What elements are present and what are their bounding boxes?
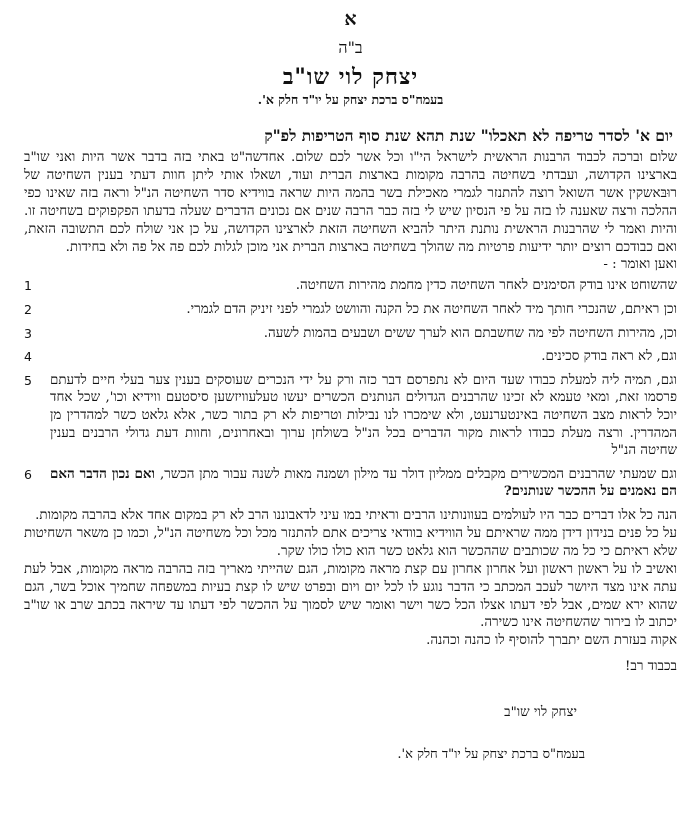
author-subtitle: בעמח"ס ברכת יצחק על יו"ד חלק א'. — [257, 92, 444, 107]
point-number: 5 — [24, 372, 32, 388]
point-item — [24, 301, 677, 319]
body-paragraph: הנה כל אלו דברים כבר היו לעולמים בעוונותינו הרבים וראיתי במו עיני לדאבוננו הרב לא רק במקום אחד אלא בהרבה מקומות. — [35, 507, 677, 523]
points-list — [24, 277, 677, 501]
point-number: 4 — [24, 349, 32, 365]
point-item — [24, 372, 677, 460]
page-letter: א — [344, 8, 357, 30]
intro-paragraph: שלום וברכה לכבוד הרבנות הראשית לישראל הי"ו וכל אשר לכם שלום. אחדשה"ט באתי בזה בדבר אשר היות ואני שו"ב בארצינו הקדושה, ועבדתי בשחיטה בהרבה מקומות בארצות הברית ועוד, ושאלו אותי ליתן חוות דעתי בענין השחיטה של רוּבּאשקין אשר השואל רוצה להתנזר לגמרי מאכילת בשר בהמה היות שראה בווידיא סדר השחיטה הנ"ל וראה בזה שאינו כפי ההלכה ורצה שאענה לו בזה על פי הנסיון שיש לי בזה כבר הרבה שנים אם נכונים הדברים שעלה בדעתו הפקפוקים בשחיטה זו. והיות ואמר לי שהרבנות הראשית נותנת היתר להביא השחיטה הזאת לארצינו הקדושה, על כן אני שולח לכם התשובה הזאת, ואם כבודכם רוצים יותר ידיעות פרטיות מה שהולך בשחיטה בארצות הברית אני מוכן לגלות לכם פה אל פה ולא בחידות. — [24, 150, 677, 255]
point-text: שהשוחט אינו בודק הסימנים לאחר השחיטה כדין מחמת מהירות השחיטה. — [295, 278, 677, 294]
letter-title: יום א' לסדר טריפה לא תאכלו" שנת תהא שנת סוף הטריפות לפ"ק — [264, 126, 673, 145]
point-text: וגם, תמיה ליה למעלת כבודו שעד היום לא נתפרסם דבר כזה ורק על ידי הנכרים שעוסקים בענין צער בעלי חיים לדעתם פרסמו זאת, ומאי טעמא לא זכינו שהרבנים הגדולים הנותנים הכשרים יעשו טעלעוויזשען סיסטעם ווידיא וכו', שכל אחד יוכל לראות מצב השחיטה באינטערנעט, ולא שימכרו לנו נבילות וטריפות לא רק בתור כשר, אלא גלאט כשר למהדרין מן המהדרין. ורצה מעלת כבודו לראות מקור הדברים בכל הנ"ל בשולחן ערוך ובאחרונים, וחוות דעת גדולי הרבנים בענין שחיטה הנ"ל — [50, 372, 677, 459]
signature-name: יצחק לוי שו"ב — [504, 705, 577, 721]
body-paragraph: על כל פנים בנידון דידן ממה שראיתם על הווידיא בוודאי צריכים אתם להתנזר מכל וכל משחיטה הנ"ל, וכמו כן משאר השחיטות שלא ראיתם כי כל מה שכותבים שההכשר הוא גלאט כשר הוא כולו כולו שקר. — [24, 525, 677, 559]
point-text: וכן ראיתם, שהנכרי חותך מיד לאחר השחיטה את כל הקנה והוושט לגמרי לפני זיניק הדם לגמרי. — [186, 302, 677, 318]
point-item — [24, 325, 677, 343]
point-number: 2 — [24, 302, 32, 318]
body-paragraph: אקוה בעזרת השם יתברך להוסיף לו כהנה וכהנה. — [426, 633, 677, 649]
answer-opening: ואען ואומר : - — [603, 257, 677, 273]
point-number: 1 — [24, 278, 32, 294]
body-paragraph: ואשיב לו על ראשון ראשון ועל אחרון אחרון עם קצת מראה מקומות, הגם שהייתי מאריך בזה בהרבה מראה מקומות, אבל לעת עתה אינו מצד היושר לעכב המכתב כי הדבר נוגע לו לכל יום ויום ובפרט שיש לו קצת בעיות במשפחה שחמיך אוכל בשר, הגם שהוא ירא שמים, אבל לפי דעתו אצלו הכל כשר וישר ואומר שיש לסמוך על ההכשר לפי דעתו עד שיראה בכתב שרב או שו"ב יכתוב לו בירור שהשחיטה אינו כשירה. — [24, 561, 677, 631]
bh-mark: ב"ה — [338, 38, 363, 57]
point-text: וגם שמעתי שהרבנים המכשירים מקבלים ממליון דולר עד מילון ושמנה מאות לשנה עבור מתן הכשר, — [159, 466, 677, 482]
point-text: וגם, לא ראה בודק סכינים. — [541, 349, 677, 365]
point-item — [24, 277, 677, 295]
point-item — [24, 466, 677, 501]
author-heading: יצחק לוי שו"ב — [282, 64, 419, 90]
point-number: 6 — [24, 466, 32, 482]
point-text: וכן, מהירות השחיטה לפי מה שחשבתם הוא לערך ששים ושבעים בהמות לשעה. — [263, 325, 677, 341]
point-number: 3 — [24, 325, 32, 341]
closing-line: בכבוד רב! — [625, 659, 677, 675]
point-bold-question: ואם נכון הדבר האם הם נאמנים על ההכשר שנותנים? — [50, 465, 677, 500]
point-item — [24, 348, 677, 366]
signature-subtitle: בעמח"ס ברכת יצחק על יו"ד חלק א'. — [397, 747, 585, 763]
